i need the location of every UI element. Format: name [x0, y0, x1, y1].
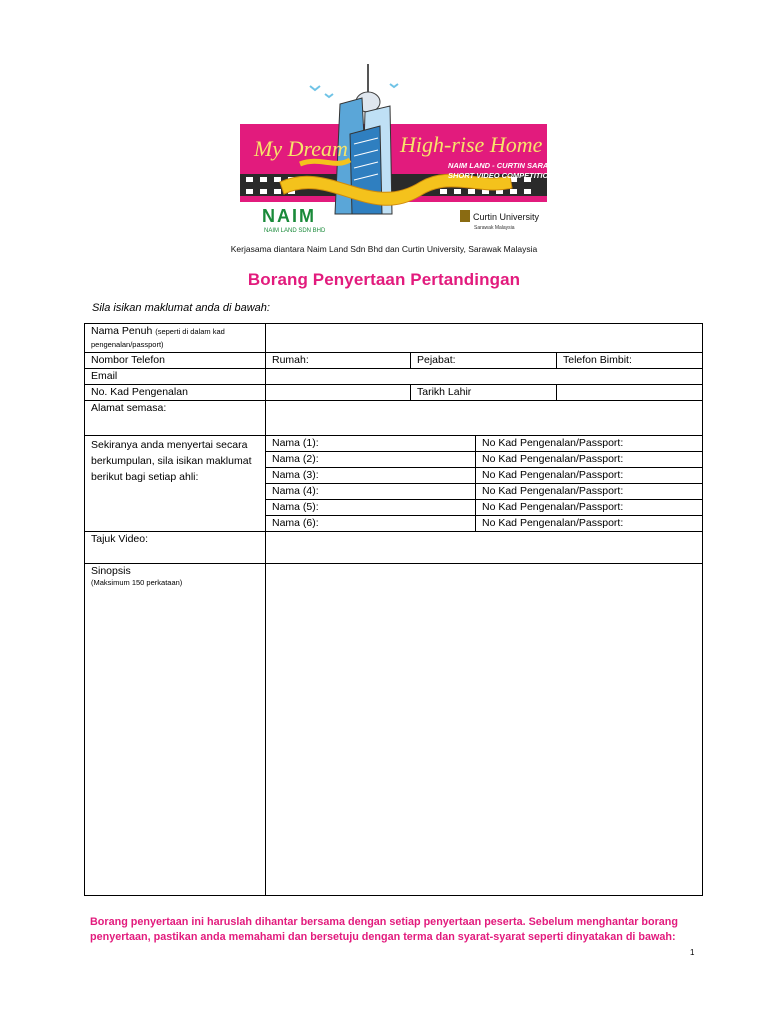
email-label: Email [85, 369, 266, 385]
member-id-field[interactable]: No Kad Pengenalan/Passport: [476, 484, 703, 500]
member-name-field[interactable]: Nama (2): [266, 452, 476, 468]
sinopsis-label [85, 564, 266, 896]
tajuk-video-label: Tajuk Video: [85, 532, 266, 564]
telefon-bimbit-field[interactable]: Telefon Bimbit: [557, 353, 703, 369]
banner-caption: Kerjasama diantara Naim Land Sdn Bhd dan Curtin University, Sarawak Malaysia [230, 244, 538, 254]
member-id-field[interactable]: No Kad Pengenalan/Passport: [476, 500, 703, 516]
banner-title-right: High-rise Home [400, 132, 543, 157]
banner-subtitle-1: NAIM LAND - CURTIN SARAWAK [448, 161, 566, 170]
curtin-logo: Curtin University [473, 212, 540, 222]
banner-subtitle-2: SHORT VIDEO COMPETITION [448, 171, 554, 180]
curtin-logo-sub: Sarawak Malaysia [474, 225, 515, 231]
member-name-field[interactable]: Nama (5): [266, 500, 476, 516]
tarikh-lahir-field[interactable] [557, 385, 703, 401]
footer-note: Borang penyertaan ini haruslah dihantar bersama dengan setiap penyertaan peserta. Sebelum menghantar borang penyertaan, pastikan anda memahami dan bersetuju dengan terma dan syarat-syarat seperti dinyatakan di bawah: [90, 916, 678, 943]
tajuk-video-field[interactable] [266, 532, 703, 564]
email-field[interactable] [266, 369, 703, 385]
nombor-telefon-label: Nombor Telefon [85, 353, 266, 369]
sinopsis-field[interactable] [266, 564, 703, 896]
naim-logo-sub: NAIM LAND SDN BHD [264, 228, 326, 234]
no-kad-label: No. Kad Pengenalan [85, 385, 266, 401]
no-kad-field[interactable] [266, 385, 411, 401]
competition-banner [240, 64, 566, 239]
naim-logo: NAIM [262, 206, 316, 226]
form-title: Borang Penyertaan Pertandingan [247, 270, 521, 289]
member-name-field[interactable]: Nama (4): [266, 484, 476, 500]
pejabat-field[interactable]: Pejabat: [411, 353, 557, 369]
member-id-field[interactable]: No Kad Pengenalan/Passport: [476, 436, 703, 452]
sinopsis-note: (Maksimum 150 perkataan) [91, 578, 183, 587]
alamat-label: Alamat semasa: [85, 401, 266, 436]
alamat-field[interactable] [266, 401, 703, 436]
member-name-field[interactable]: Nama (6): [266, 516, 476, 532]
instruction-text: Sila isikan maklumat anda di bawah: [92, 302, 270, 314]
tarikh-lahir-label: Tarikh Lahir [411, 385, 557, 401]
member-name-field[interactable]: Nama (1): [266, 436, 476, 452]
banner-title-left: My Dream [254, 136, 348, 161]
entry-form-table [84, 323, 703, 896]
member-id-field[interactable]: No Kad Pengenalan/Passport: [476, 468, 703, 484]
nama-penuh-label: Nama Penuh (seperti di dalam kad pengenalan/passport) [85, 324, 266, 353]
kumpulan-label: Sekiranya anda menyertai secara berkumpulan, sila isikan maklumat berikut bagi setiap ahli: [85, 436, 266, 532]
page-number: 1 [690, 948, 695, 957]
sinopsis-title: Sinopsis [91, 565, 131, 577]
member-name-field[interactable]: Nama (3): [266, 468, 476, 484]
nama-penuh-field[interactable] [266, 324, 703, 353]
member-id-field[interactable]: No Kad Pengenalan/Passport: [476, 452, 703, 468]
member-id-field[interactable]: No Kad Pengenalan/Passport: [476, 516, 703, 532]
rumah-field[interactable]: Rumah: [266, 353, 411, 369]
nama-penuh-note: (seperti di dalam kad pengenalan/passport) [91, 327, 225, 349]
